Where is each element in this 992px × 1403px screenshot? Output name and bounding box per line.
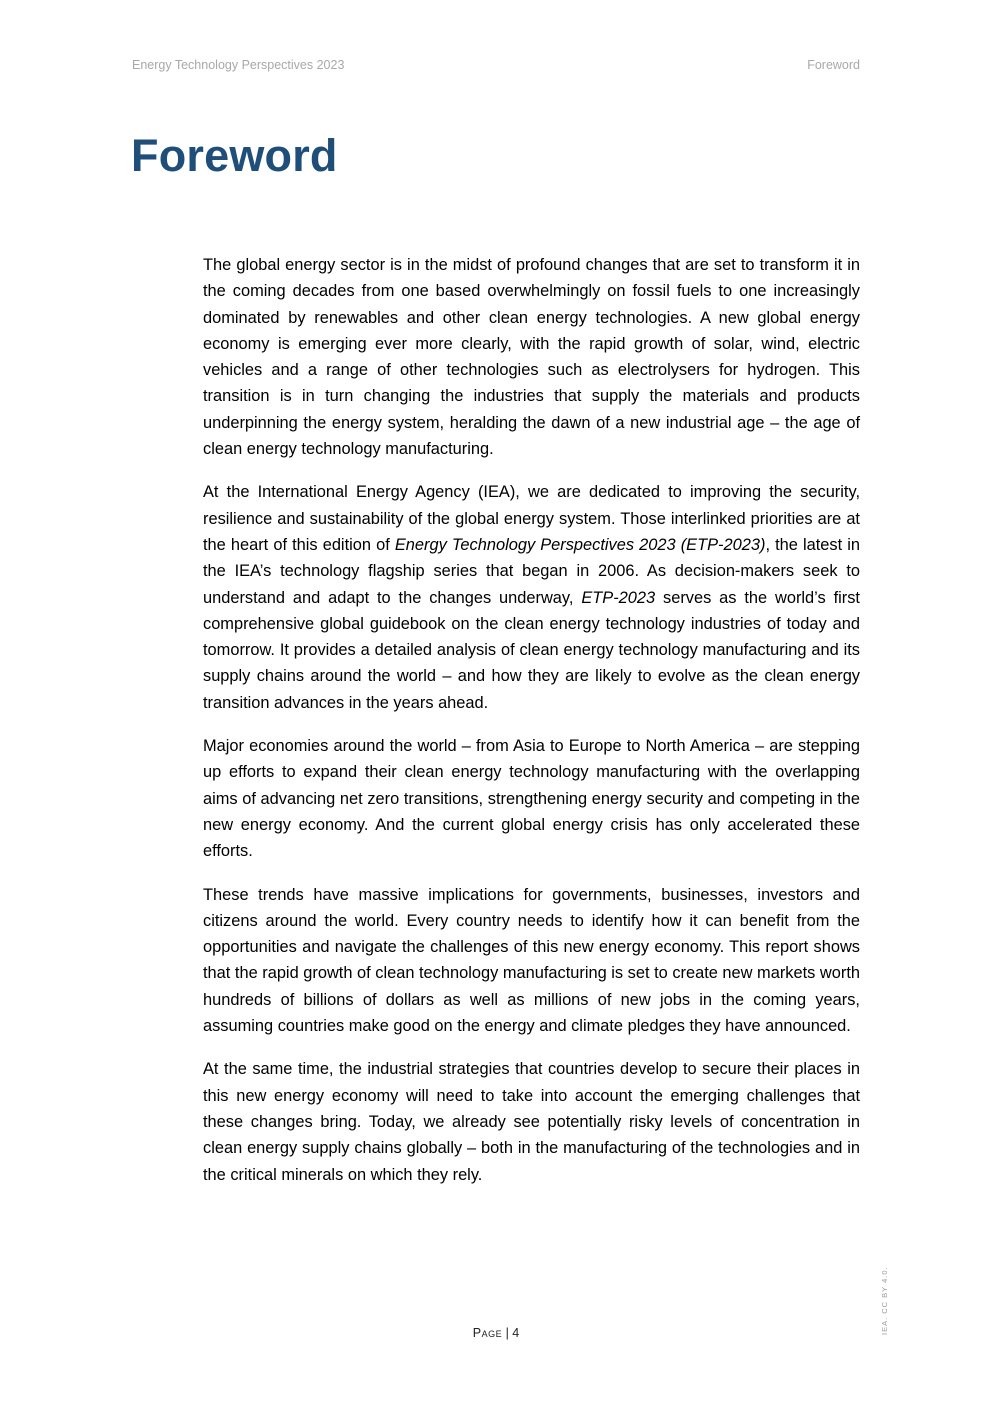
body-text [203,252,860,1205]
license-notice: IEA. CC BY 4.0. [880,1266,889,1335]
body-paragraph [203,882,860,1040]
body-paragraph [203,1056,860,1187]
section-title-header: Foreword [807,58,860,72]
paragraph-text: , the latest in the IEA’s technology flagship series that began in 2006. As decision-makers seek to understand and adapt to the changes underway, [203,535,860,607]
page-number: 4 [512,1326,520,1340]
paragraph-text: The global energy sector is in the midst of profound changes that are set to transform it in the coming decades from one based overwhelmingly on fossil fuels to one increasingly dominated by renewables and other clean energy technologies. A new global energy economy is emerging ever more clearly, with the rapid growth of solar, wind, electric vehicles and a range of other technologies such as electrolysers for hydrogen. This transition is in turn changing the industries that supply the materials and products underpinning the energy system, heralding the dawn of a new industrial age – the age of clean energy technology manufacturing. [203,256,860,459]
paragraph-text: Major economies around the world – from Asia to Europe to North America – are stepping up efforts to expand their clean energy technology manufacturing with the overlapping aims of advancing net zero transitions, strengthening energy security and competing in the new energy economy. And the current global energy crisis has only accelerated these efforts. [203,737,860,861]
italic-title-text: Energy Technology Perspectives 2023 (ETP-2023) [394,535,766,554]
body-paragraph [203,733,860,864]
page-label: Page [472,1326,503,1340]
page-footer [0,1326,992,1340]
paragraph-text: These trends have massive implications for governments, businesses, investors and citizens around the world. Every country needs to identify how it can benefit from the opportunities and navigate the challenges of this new energy economy. This report shows that the rapid growth of clean technology manufacturing is set to create new markets worth hundreds of billions of dollars as well as millions of new jobs in the coming years, assuming countries make good on the energy and climate pledges they have announced. [203,885,860,1036]
body-paragraph [203,479,860,716]
italic-title-text: ETP-2023 [581,588,656,607]
paragraph-text: serves as the world’s first comprehensive global guidebook on the clean energy technology industries of today and tomorrow. It provides a detailed analysis of clean energy technology manufacturing and its supply chains around the world – and how they are likely to evolve as the clean energy transition advances in the years ahead. [203,588,860,712]
body-paragraph [203,252,860,462]
report-title-header: Energy Technology Perspectives 2023 [132,58,345,72]
paragraph-text: At the International Energy Agency (IEA), we are dedicated to improving the security, resilience and sustainability of the global energy system. Those interlinked priorities are at the heart of this edition of [203,483,860,554]
page-separator: | [502,1326,513,1340]
running-header [132,58,860,76]
page-title: Foreword [131,130,338,181]
paragraph-text: At the same time, the industrial strategies that countries develop to secure their places in this new energy economy will need to take into account the emerging challenges that these changes bring. Today, we already see potentially risky levels of concentration in clean energy supply chains globally – both in the manufacturing of the technologies and in the critical minerals on which they rely. [203,1060,860,1184]
